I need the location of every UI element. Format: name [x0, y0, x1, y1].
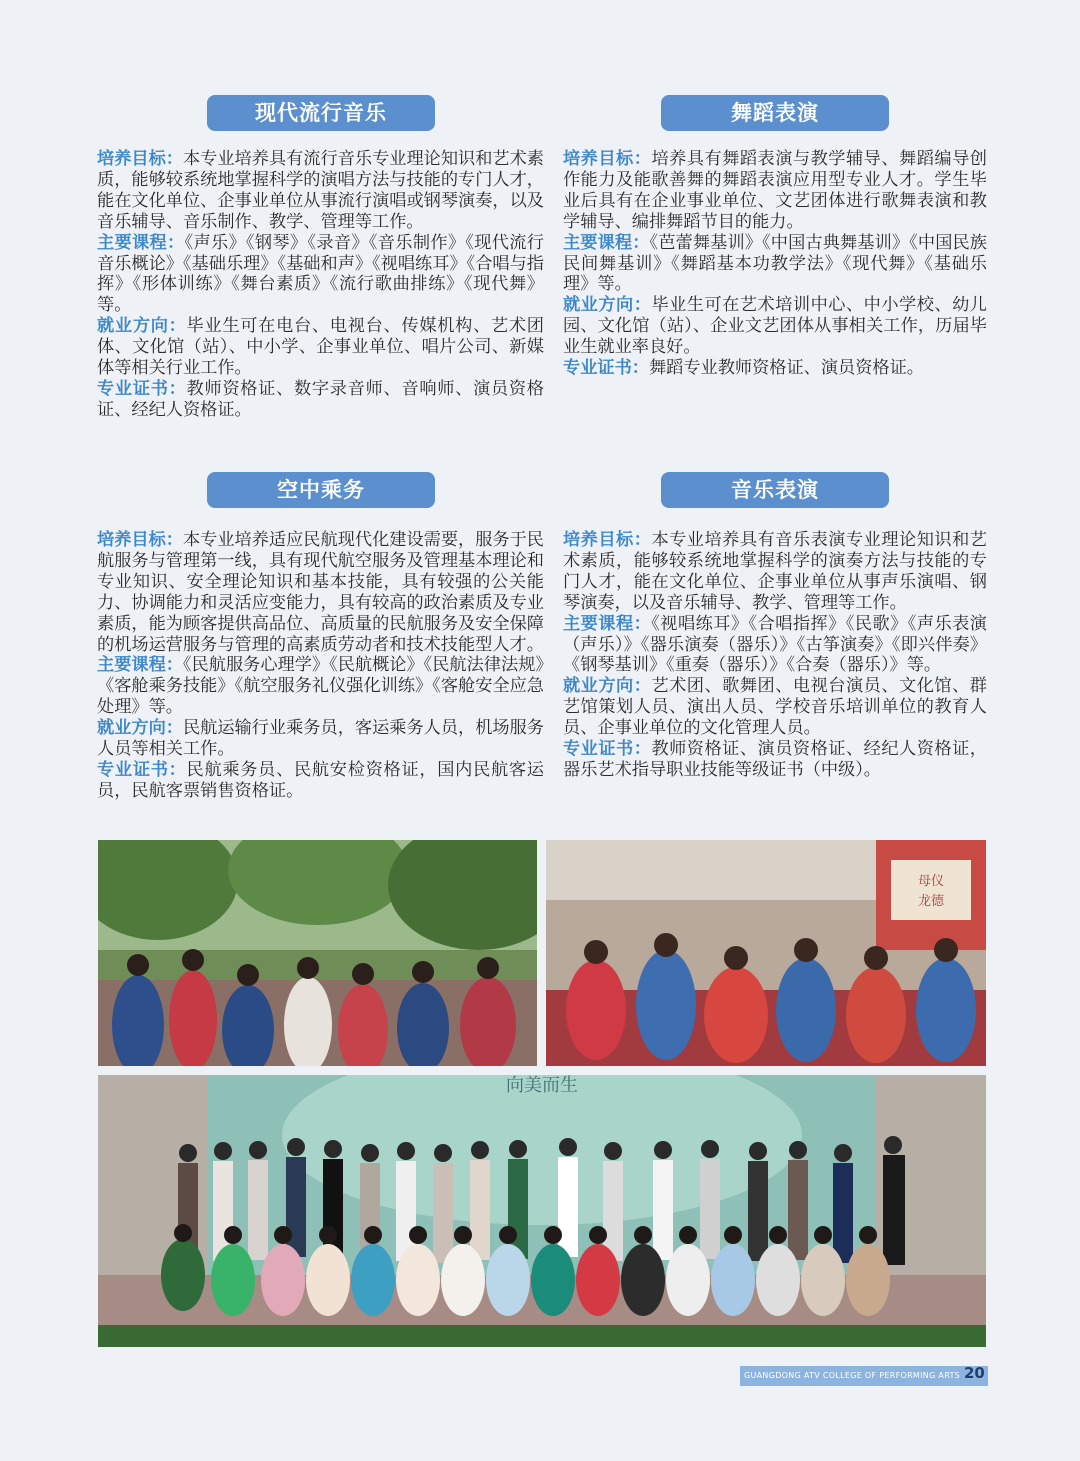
course-text: 《视唱练耳》《合唱指挥》《民歌》《声乐表演（声乐）》《器乐演奏（器乐）》《古筝演奏》《即兴伴奏》《钢琴基训》《重奏（器乐）》《合奏（器乐）》等。: [563, 613, 987, 676]
job-paragraph: [97, 316, 544, 379]
cert-text: 舞蹈专业教师资格证、演员资格证。: [648, 358, 924, 379]
section-title-flight-attendant: 空中乘务: [207, 472, 435, 508]
group-stage-photo: [98, 1075, 986, 1347]
goal-paragraph: [563, 149, 987, 233]
job-text: 毕业生可在艺术培训中心、中小学校、幼儿园、文化馆（站）、企业文艺团体从事相关工作，历届毕业生就业率良好。: [563, 295, 987, 358]
svg-text:向美而生: 向美而生: [506, 1075, 578, 1096]
job-label: 就业方向：: [563, 295, 652, 316]
course-paragraph: [97, 233, 544, 317]
group-stage-photo-icon: [98, 1075, 986, 1347]
cert-text: 教师资格证、演员资格证、经纪人资格证，器乐艺术指导职业技能等级证书（中级）。: [563, 739, 987, 780]
section-title-dance: 舞蹈表演: [661, 95, 889, 131]
cert-paragraph: [563, 358, 987, 379]
course-text: 《声乐》《钢琴》《录音》《音乐制作》《现代流行音乐概论》《基础乐理》《基础和声》《视唱练耳》《合唱与指挥》《形体训练》《舞台素质》《流行歌曲排练》《现代舞》等。: [97, 232, 544, 316]
job-text: 毕业生可在电台、电视台、传媒机构、艺术团体、文化馆（站）、中小学、企事业单位、唱片公司、新媒体等相关行业工作。: [97, 316, 544, 379]
dance-performance-temple-icon: [546, 840, 986, 1066]
course-paragraph: [563, 233, 987, 296]
cert-label: 专业证书：: [563, 739, 652, 760]
cert-text: 教师资格证、数字录音师、音响师、演员资格证、经纪人资格证。: [97, 378, 544, 420]
goal-label: 培养目标：: [97, 530, 183, 550]
cert-label: 专业证书：: [97, 378, 187, 399]
job-text: 民航运输行业乘务员，客运乘务人员，机场服务人员等相关工作。: [97, 718, 544, 760]
section-body-flight-attendant: [97, 530, 544, 802]
job-label: 就业方向：: [97, 718, 183, 739]
goal-label: 培养目标：: [563, 149, 652, 169]
course-paragraph: [97, 655, 544, 718]
goal-text: 培养具有舞蹈表演与教学辅导、舞蹈编导创作能力及能歌善舞的舞蹈表演应用型专业人才。学生毕业后具有在企业事业单位、文艺团体进行歌舞表演和教学辅导、编排舞蹈节目的能力。: [563, 149, 987, 232]
cert-paragraph: [563, 739, 987, 781]
course-label: 主要课程：: [97, 232, 185, 253]
section-body-music-performance: [563, 530, 987, 781]
cert-paragraph: [97, 760, 544, 802]
course-label: 主要课程：: [97, 655, 183, 676]
job-text: 艺术团、歌舞团、电视台演员、文化馆、群艺馆策划人员、演出人员、学校音乐培训单位的教育人员、企事业单位的文化管理人员。: [563, 676, 987, 739]
cert-label: 专业证书：: [97, 759, 187, 780]
goal-paragraph: [563, 530, 987, 614]
course-paragraph: [563, 614, 987, 677]
section-title-pop-music: 现代流行音乐: [207, 95, 435, 131]
goal-text: 本专业培养适应民航现代化建设需要，服务于民航服务与管理第一线，具有现代航空服务及管理基本理论和专业知识、安全理论知识和基本技能，具有较强的公关能力、协调能力和灵活应变能力，具有较高的政治素质及专业素质，能为顾客提供高品位、高质量的民航服务及安全保障的机场运营服务与管理的高素质劳动者和技术技能型人才。: [97, 530, 544, 655]
section-title-music-performance: 音乐表演: [661, 472, 889, 508]
svg-text:龙德: 龙德: [917, 894, 945, 909]
goal-paragraph: [97, 149, 544, 233]
cert-paragraph: [97, 379, 544, 421]
footer-school-name: GUANGDONG ATV COLLEGE OF PERFORMING ARTS: [744, 1371, 961, 1380]
section-body-dance: [563, 149, 987, 379]
job-label: 就业方向：: [97, 316, 187, 337]
course-text: 《芭蕾舞基训》《中国古典舞基训》《中国民族民间舞基训》《舞蹈基本功教学法》《现代舞》《基础乐理》等。: [563, 232, 987, 295]
svg-text:母仪: 母仪: [917, 874, 945, 889]
goal-text: 本专业培养具有音乐表演专业理论知识和艺术素质，能够较系统地掌握科学的演奏方法与技能的专门人才，能在文化单位、企事业单位从事声乐演唱、钢琴演奏，以及音乐辅导、教学、管理等工作。: [563, 530, 987, 613]
page-number: 20: [964, 1364, 985, 1382]
goal-text: 本专业培养具有流行音乐专业理论知识和艺术素质，能够较系统地掌握科学的演唱方法与技能的专门人才，能在文化单位、企事业单位从事流行演唱或钢琴演奏，以及音乐辅导、音乐制作、教学、管理等工作。: [97, 149, 544, 232]
dance-performance-outdoor-photo: [98, 840, 537, 1066]
job-paragraph: [563, 676, 987, 739]
goal-paragraph: [97, 530, 544, 655]
job-paragraph: [97, 718, 544, 760]
section-body-pop-music: [97, 149, 544, 421]
dance-performance-outdoor-icon: [98, 840, 537, 1066]
cert-text: 民航乘务员、民航安检资格证，国内民航客运员，民航客票销售资格证。: [97, 759, 544, 801]
goal-label: 培养目标：: [97, 149, 183, 169]
dance-performance-temple-photo: [546, 840, 986, 1066]
cert-label: 专业证书：: [563, 358, 649, 379]
course-text: 《民航服务心理学》《民航概论》《民航法律法规》《客舱乘务技能》《航空服务礼仪强化训练》《客舱安全应急处理》等。: [97, 655, 544, 718]
course-label: 主要课程：: [563, 613, 652, 634]
job-label: 就业方向：: [563, 676, 652, 697]
goal-label: 培养目标：: [563, 530, 652, 550]
job-paragraph: [563, 295, 987, 358]
course-label: 主要课程：: [563, 232, 650, 253]
